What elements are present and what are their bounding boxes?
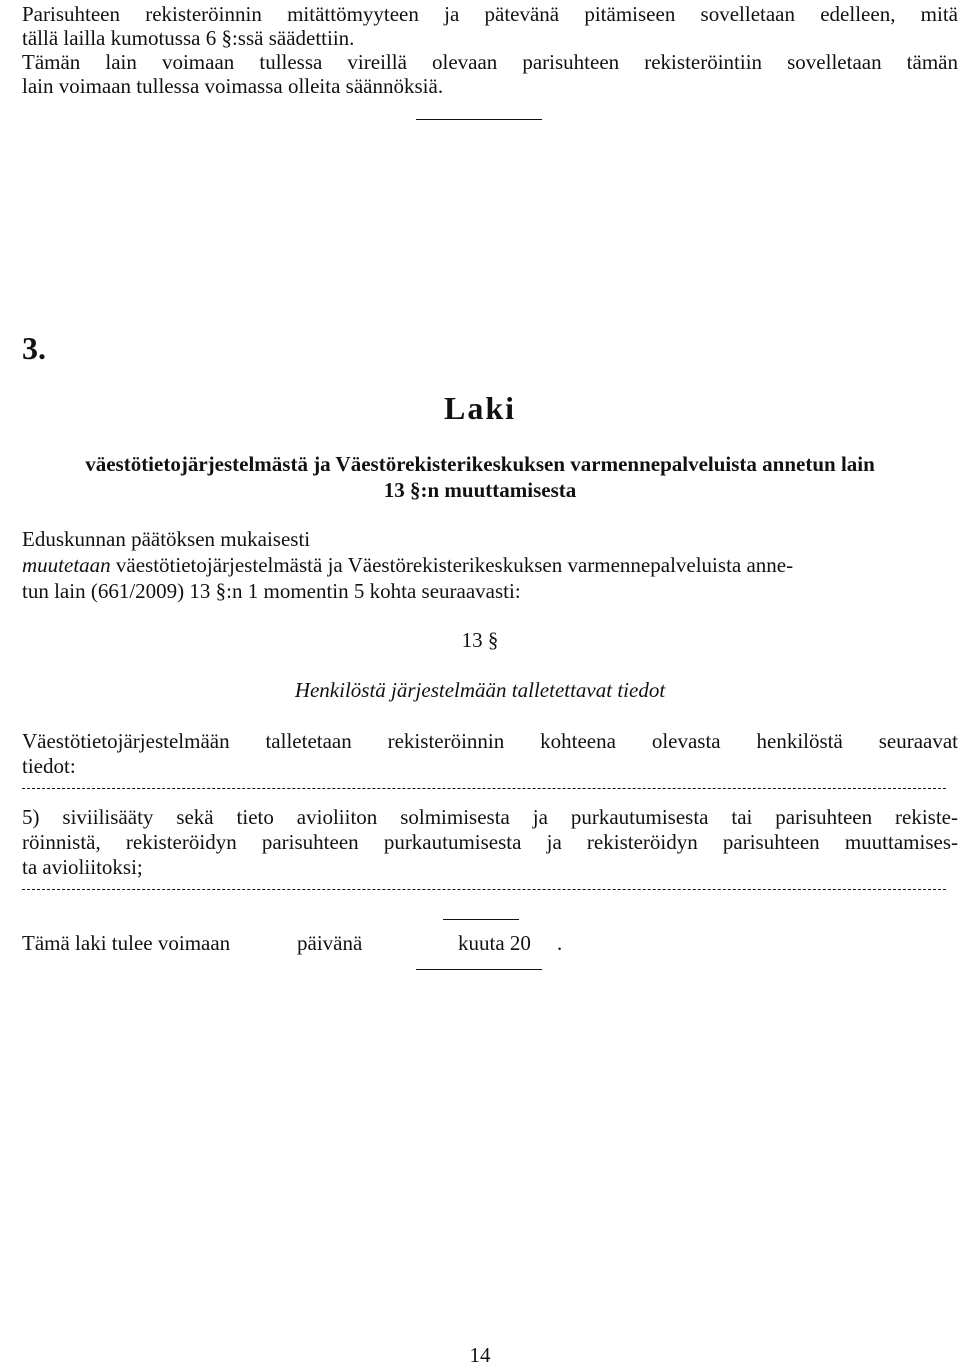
end-rule: [416, 969, 542, 970]
amendment-text: väestötietojärjestelmästä ja Väestörekisterikeskuksen varmennepalveluista anne-: [110, 553, 794, 577]
paragraph-line: Parisuhteen rekisteröinnin mitättömyyteen ja pätevänä pitämiseen sovelletaan edelleen, mitä: [22, 2, 958, 26]
law-heading: Laki: [443, 390, 517, 426]
law-number: 3.: [22, 330, 46, 366]
paragraph-line: tällä lailla kumotussa 6 §:ssä säädettiin.: [22, 26, 355, 50]
section-number: 13 §: [461, 628, 499, 652]
end-rule: [443, 919, 519, 920]
item-line: ta avioliitoksi;: [22, 855, 143, 879]
body-line: tiedot:: [22, 754, 76, 778]
body-line: Väestötietojärjestelmään talletetaan rekisteröinnin kohteena olevasta henkilöstä seuraavat: [22, 729, 958, 753]
law-title: 13 §:n muuttamisesta: [383, 478, 577, 502]
entry-into-force: päivänä: [297, 931, 363, 955]
amendment-clause: [22, 553, 958, 577]
amendment-verb: muutetaan: [22, 553, 111, 577]
entry-into-force: .: [557, 931, 563, 955]
paragraph-line: Tämän lain voimaan tullessa vireillä olevaan parisuhteen rekisteröintiin sovelletaan tämän: [22, 50, 958, 74]
preamble: Eduskunnan päätöksen mukaisesti: [22, 527, 311, 551]
item-line: 5) siviilisääty sekä tieto avioliiton solmimisesta ja purkautumisesta tai parisuhteen rekiste-: [22, 805, 958, 829]
end-rule: [416, 119, 542, 120]
entry-into-force: Tämä laki tulee voimaan: [22, 931, 231, 955]
paragraph-line: lain voimaan tullessa voimassa olleita säännöksiä.: [22, 74, 444, 98]
section-heading: Henkilöstä järjestelmään talletettavat tiedot: [294, 678, 666, 702]
omission-dashes: [22, 788, 946, 789]
entry-into-force: kuuta 20: [458, 931, 531, 955]
page-number: 14: [469, 1343, 491, 1367]
item-line: röinnistä, rekisteröidyn parisuhteen purkautumisesta ja rekisteröidyn parisuhteen muuttamises-: [22, 830, 958, 854]
omission-dashes: [22, 889, 946, 890]
amendment-clause-line: tun lain (661/2009) 13 §:n 1 momentin 5 kohta seuraavasti:: [22, 579, 521, 603]
law-title: väestötietojärjestelmästä ja Väestörekisterikeskuksen varmennepalveluista annetun lain: [85, 452, 875, 476]
